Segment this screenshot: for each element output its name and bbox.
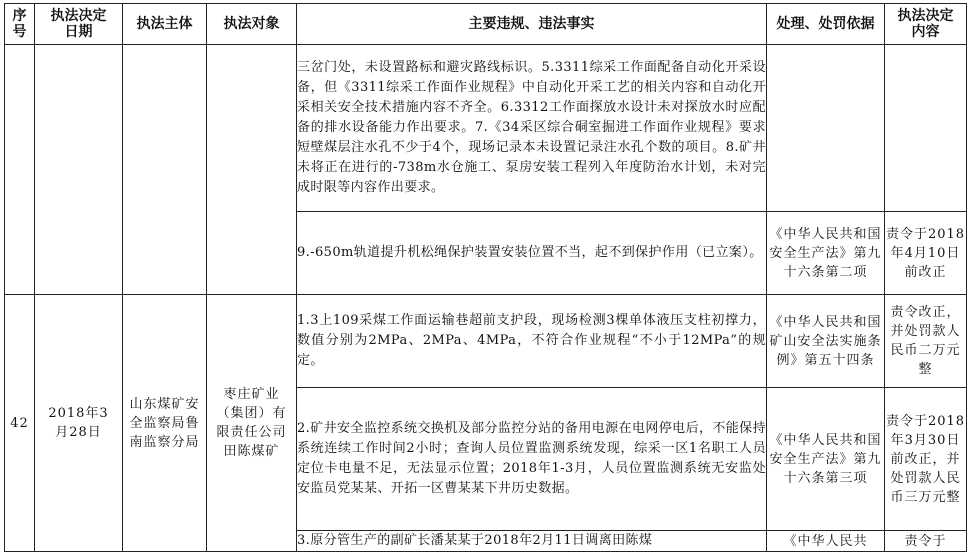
fact-cell: 3.原分管生产的副矿长潘某某于2018年2月11日调离田陈煤: [297, 531, 767, 552]
enforcement-subject: 山东煤矿安全监察局鲁南监察分局: [123, 295, 207, 552]
header-date: 执法决定 日期: [35, 4, 123, 45]
header-subject: 执法主体: [123, 4, 207, 45]
fact-cell: 9.-650m轨道提升机松绳保护装置安装位置不当，起不到保护作用（已立案）。: [297, 212, 767, 295]
table-row: [5, 295, 967, 388]
record-number: 42: [5, 295, 35, 552]
header-object: 执法对象: [207, 4, 297, 45]
header-no: 序 号: [5, 4, 35, 45]
table-row: [5, 45, 967, 212]
decision-date: 2018年3月28日: [35, 295, 123, 552]
basis-cell: [767, 45, 885, 212]
fact-cell: 2.矿井安全监控系统交换机及部分监控分站的备用电源在电网停电后，不能保持系统连续工作时间2小时；查询人员位置监测系统发现，综采一区1名职工人员定位卡电量不足，无法显示位置；2018年1-3月，人员位置监测系统无安监处安监员党某某、开拓一区曹某某下井历史数据。: [297, 388, 767, 531]
prev-date-cell: [35, 45, 123, 295]
fact-cell: 1.3上109采煤工作面运输巷超前支护段，现场检测3棵单体液压支柱初撑力，数值分别为2MPa、2MPa、4MPa，不符合作业规程“不小于12MPa”的规定。: [297, 295, 767, 388]
basis-cell: 《中华人民共和国安全生产法》第九十六条第二项: [767, 212, 885, 295]
enforcement-object: 枣庄矿业（集团）有限责任公司田陈煤矿: [207, 295, 297, 552]
enforcement-table: [4, 3, 967, 552]
prev-object-cell: [207, 45, 297, 295]
decision-cell: [885, 45, 967, 212]
decision-cell: 责令于2018年4月10日前改正: [885, 212, 967, 295]
basis-cell: 《中华人民共和国安全生产法》第九十六条第三项: [767, 388, 885, 531]
decision-cell: 责令于2018年3月30日前改正，并处罚款人民币三万元整: [885, 388, 967, 531]
basis-cell: 《中华人民共: [767, 531, 885, 552]
header-decision: 执法决定 内容: [885, 4, 967, 45]
prev-no-cell: [5, 45, 35, 295]
decision-cell: 责令于: [885, 531, 967, 552]
basis-cell: 《中华人民共和国矿山安全法实施条例》第五十四条: [767, 295, 885, 388]
header-row: [5, 4, 967, 45]
prev-subject-cell: [123, 45, 207, 295]
decision-cell: 责令改正，并处罚款人民币二万元整: [885, 295, 967, 388]
header-basis: 处理、处罚依据: [767, 4, 885, 45]
fact-cell: 三岔门处，未设置路标和避灾路线标识。5.3311综采工作面配备自动化开采设备，但《3311综采工作面作业规程》中自动化开采工艺的相关内容和自动化开采相关安全技术措施内容不齐全。6.3312工作面探放水设计未对探放水时应配备的排水设备能力作出要求。7.《34采区综合硐室掘进工作面作业规程》要求短壁煤层注水孔不少于4个，现场记录本未设置记录注水孔个数的项目。8.矿井未将正在进行的-738m水仓施工、泵房安装工程列入年度防治水计划，未对完成时限等内容作出要求。: [297, 45, 767, 212]
header-facts: 主要违规、违法事实: [297, 4, 767, 45]
